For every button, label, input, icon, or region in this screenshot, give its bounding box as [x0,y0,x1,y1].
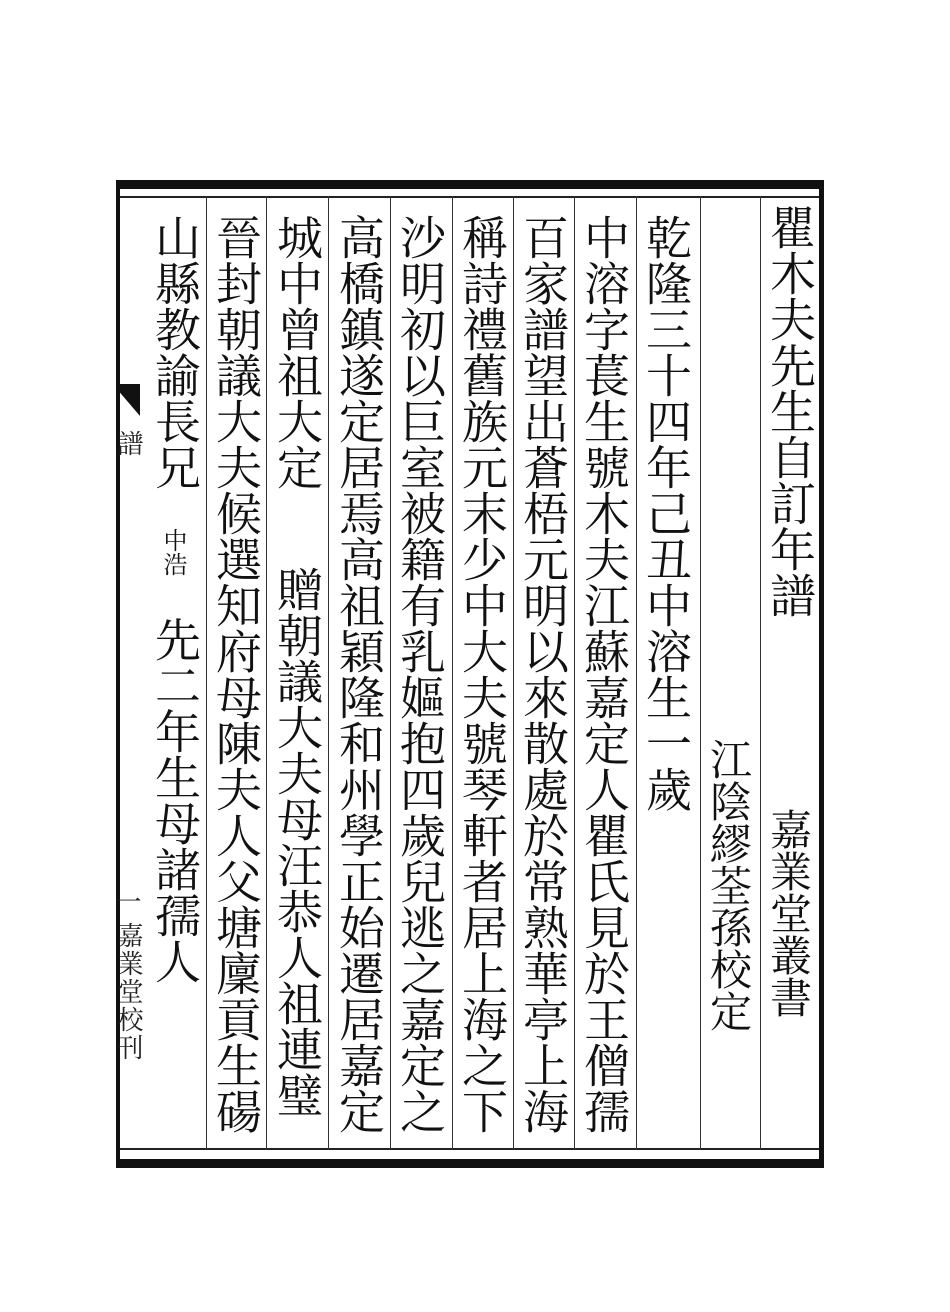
margin-publisher: 嘉業堂校刊 [113,922,143,1062]
inline-note: 中浩 [159,528,187,576]
column-rule [636,196,637,1150]
text-column-2: 中溶字萇生號木夫江蘇嘉定人瞿氏見於王僧孺 [577,214,631,1134]
column-rule [700,196,701,1150]
editor-credit: 江陰繆荃孫校定 [704,738,753,1032]
text-column-5: 沙明初以巨室被籍有乳嫗抱四歲兒逃之嘉定之 [393,214,447,1134]
inner-top-rule [120,196,819,198]
text-column-6: 高橋鎮遂定居焉高祖穎隆和州學正始遷居嘉定 [332,214,386,1134]
text-column-4: 稱詩禮舊族元末少中大夫號琴軒者居上海之下 [455,214,509,1134]
column-rule [206,196,207,1150]
text-column-8: 晉封朝議大夫候選知府母陳夫人父塘廩貢生碭 [209,214,263,1134]
column-rule [328,196,329,1150]
text-column-9b: 先二年生母諸孺人 [148,616,202,984]
margin-fishtail-label: 譜 [113,430,143,458]
column-rule [513,196,514,1150]
column-rule [266,196,267,1150]
column-rule [390,196,391,1150]
text-column-7a: 城中曾祖大定 [270,214,324,490]
text-column-1: 乾隆三十四年己丑中溶生一歲 [639,214,693,812]
column-rule [760,196,761,1150]
fishtail-mark [112,380,142,420]
margin-page-number: 一 [111,888,141,916]
text-column-9a: 山縣教諭長兄 [148,214,202,490]
column-rule [574,196,575,1150]
text-column-7b: 贈朝議大夫母汪恭人祖連璧 [270,566,324,1118]
series-name: 嘉業堂叢書 [764,808,813,1018]
column-rule [452,196,453,1150]
book-title: 瞿木夫先生自訂年譜 [763,204,817,618]
inner-bottom-rule [120,1148,819,1150]
text-column-3: 百家譜望出蒼梧元明以來散處於常熟華亭上海 [516,214,570,1134]
